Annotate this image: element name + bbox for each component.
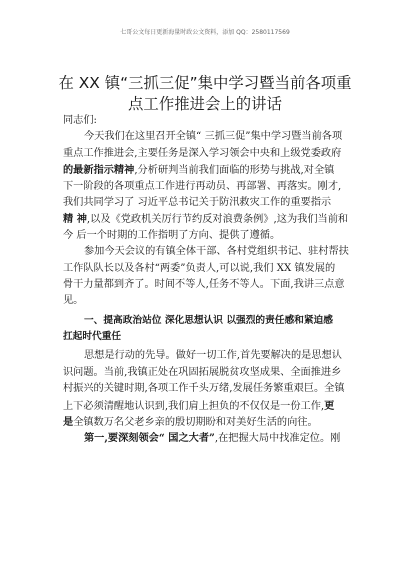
para4-text: ,在把握大局中找准定位。刚 [214,433,341,445]
para1-line: 今 后一个时期的工作指明了方向、提供了遵循。 [63,229,281,241]
emphasis-text: 精 神 [63,213,87,226]
para2-line: 工作队队长以及各村“两委”负责人,可以说,我们 XX 镇发展的 [63,262,336,274]
emphasis-text: 第一,要深刻领会“ 国之大者” [84,432,215,445]
para2-line: 骨干力量都到齐了。时间不等人,任务不等人。下面,我讲三点意 [63,278,345,290]
section-heading-line: 扛起时代重任 [63,331,122,343]
para3-text: 全镇数万名父老乡亲的殷切期盼和对美好生活的向往。 [73,417,318,429]
para4-line [63,430,355,446]
salutation: 同志们: [63,115,97,126]
para2-line: 参加今天会议的有镇全体干部、各村党组织书记、驻村帮扶 [84,246,349,258]
para1-line [63,162,355,178]
para1-line: 下一阶段的各项重点工作进行再动员、再部署、再落实。刚才, [63,180,342,192]
para3-line [63,398,355,414]
emphasis-text: 是 [63,416,74,429]
emphasis-text: 的最新指示精神 [63,164,135,177]
title-line-1: 在 XX 镇“三抓三促”集中学习暨当前各项重 [58,74,352,92]
para3-line: 村振兴的关键时期,各项工作千头万绪,发展任务繁重艰巨。全镇 [63,383,345,395]
section-heading-line: 一、提高政治站位 深化思想认识 以强烈的责任感和紧迫感 [84,314,333,326]
emphasis-text: 更 [324,399,335,412]
para1-text: ,分析研判当前我们面临的形势与挑战,对全镇 [134,165,335,177]
para1-line: 今天我们在这里召开全镇“ 三抓三促”集中学习暨当前各项 [84,131,343,143]
para1-line: 我们共同学习了 习近平总书记关于防汛救灾工作的重要指示 [63,196,332,208]
para2-line: 见。 [63,295,84,307]
para1-line: 重点工作推进会,主要任务是深入学习领会中央和上级党委政府 [63,147,342,159]
para3-line: 思想是行动的先导。做好一切工作,首先要解决的是思想认 [84,350,342,362]
para3-line: 识问题。当前,我镇正处在巩固拓展脱贫攻坚成果、全面推进乡 [63,366,342,378]
title-line-2: 点工作推进会上的讲话 [128,95,282,113]
para1-line [63,211,355,227]
document-title [40,73,370,115]
para1-text: ,以及《党政机关厉行节约反对浪费条例》,这为我们当前和 [86,214,349,226]
header-note: 七哥公文每日更新海量时政公文资料，添加 QQ：2580117569 [120,29,290,36]
para3-text: 上下必须清醒地认识到,我们肩上担负的不仅仅是一份工作, [63,400,325,412]
para3-line [63,414,355,430]
document-body [63,113,355,447]
